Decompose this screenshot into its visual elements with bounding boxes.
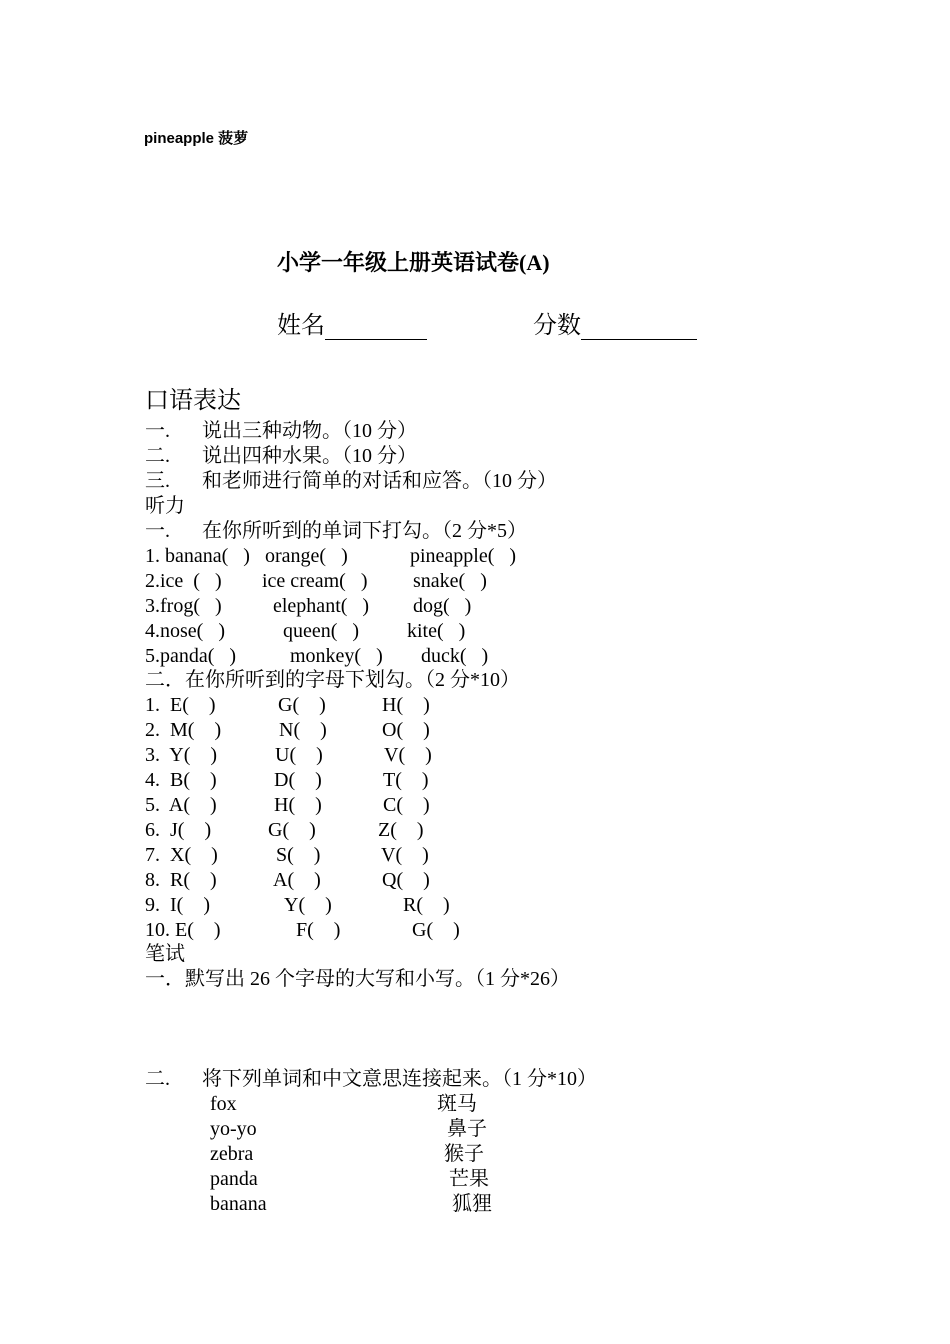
letter-check-item: Z( ) — [378, 819, 424, 841]
letter-check-item: V( ) — [384, 744, 432, 766]
oral-item-3-text: 和老师进行简单的对话和应答。（10 分） — [202, 470, 557, 492]
letter-check-item: G( ) — [412, 919, 460, 941]
listening-heading: 听力 — [145, 495, 185, 517]
exam-title: 小学一年级上册英语试卷(A) — [277, 250, 550, 275]
letter-check-item: Q( ) — [382, 869, 430, 891]
word-check-item: orange( ) — [265, 545, 348, 567]
letter-check-item: 3. Y( ) — [145, 744, 218, 766]
match-english-word: zebra — [210, 1143, 254, 1165]
listening-part1-instruction: 在你所听到的单词下打勾。（2 分*5） — [202, 520, 527, 542]
letter-check-item: 7. X( ) — [145, 844, 218, 866]
listening-part1-num: 一. — [145, 520, 170, 542]
match-english-word: yo-yo — [210, 1118, 257, 1140]
word-check-item: 5.panda( ) — [145, 645, 237, 667]
name-blank — [325, 315, 427, 340]
written-part2-num: 二. — [145, 1068, 170, 1090]
word-check-item: 1. banana( ) — [145, 545, 250, 567]
match-english-word: fox — [210, 1093, 237, 1115]
match-chinese-word: 芒果 — [449, 1168, 489, 1190]
letter-check-item: 9. I( ) — [145, 894, 210, 916]
letter-check-item: 4. B( ) — [145, 769, 217, 791]
letter-check-item: T( ) — [383, 769, 429, 791]
written-heading: 笔试 — [145, 943, 185, 965]
match-chinese-word: 狐狸 — [452, 1193, 492, 1215]
word-check-item: 2.ice ( ) — [145, 570, 222, 592]
name-label: 姓名 — [277, 313, 325, 339]
word-check-item: 4.nose( ) — [145, 620, 225, 642]
letter-check-item: G( ) — [268, 819, 316, 841]
letter-check-item: O( ) — [382, 719, 430, 741]
letter-check-item: C( ) — [383, 794, 430, 816]
letter-check-item: U( ) — [275, 744, 323, 766]
score-label: 分数 — [533, 313, 581, 339]
match-english-word: panda — [210, 1168, 258, 1190]
oral-item-1-num: 一. — [145, 420, 170, 442]
score-blank — [581, 315, 697, 340]
oral-item-2-text: 说出四种水果。（10 分） — [202, 445, 417, 467]
letter-check-item: Y( ) — [284, 894, 332, 916]
letter-check-item: D( ) — [274, 769, 322, 791]
oral-heading: 口语表达 — [145, 388, 241, 414]
letter-check-item: 1. E( ) — [145, 694, 216, 716]
match-chinese-word: 猴子 — [444, 1143, 484, 1165]
name-field — [277, 305, 427, 340]
letter-check-item: G( ) — [278, 694, 326, 716]
letter-check-item: H( ) — [274, 794, 322, 816]
letter-check-item: F( ) — [296, 919, 341, 941]
letter-check-item: R( ) — [403, 894, 450, 916]
word-check-item: 3.frog( ) — [145, 595, 222, 617]
letter-check-item: V( ) — [381, 844, 429, 866]
letter-check-item: H( ) — [382, 694, 430, 716]
written-part1: 一．默写出 26 个字母的大写和小写。（1 分*26） — [145, 968, 570, 990]
letter-check-item: A( ) — [273, 869, 321, 891]
letter-check-item: S( ) — [276, 844, 321, 866]
oral-item-3-num: 三. — [145, 470, 170, 492]
word-check-item: elephant( ) — [273, 595, 370, 617]
letter-check-item: 10. E( ) — [145, 919, 221, 941]
letter-check-item: 6. J( ) — [145, 819, 212, 841]
oral-item-2-num: 二. — [145, 445, 170, 467]
letter-check-item: 8. R( ) — [145, 869, 217, 891]
oral-item-1-text: 说出三种动物。（10 分） — [202, 420, 417, 442]
word-check-item: snake( ) — [413, 570, 487, 592]
listening-part2-instruction: 二．在你所听到的字母下划勾。（2 分*10） — [145, 669, 520, 691]
match-english-word: banana — [210, 1193, 267, 1215]
match-chinese-word: 斑马 — [437, 1093, 477, 1115]
word-check-item: kite( ) — [407, 620, 466, 642]
score-field — [533, 305, 697, 340]
word-check-item: pineapple( ) — [410, 545, 517, 567]
letter-check-item: N( ) — [279, 719, 327, 741]
word-check-item: ice cream( ) — [262, 570, 368, 592]
letter-check-item: 2. M( ) — [145, 719, 222, 741]
match-chinese-word: 鼻子 — [447, 1118, 487, 1140]
word-check-item: queen( ) — [283, 620, 360, 642]
letter-check-item: 5. A( ) — [145, 794, 217, 816]
word-check-item: dog( ) — [413, 595, 472, 617]
word-check-item: duck( ) — [421, 645, 489, 667]
header-note: pineapple 菠萝 — [144, 130, 249, 147]
written-part2-instruction: 将下列单词和中文意思连接起来。（1 分*10） — [202, 1068, 597, 1090]
word-check-item: monkey( ) — [290, 645, 383, 667]
